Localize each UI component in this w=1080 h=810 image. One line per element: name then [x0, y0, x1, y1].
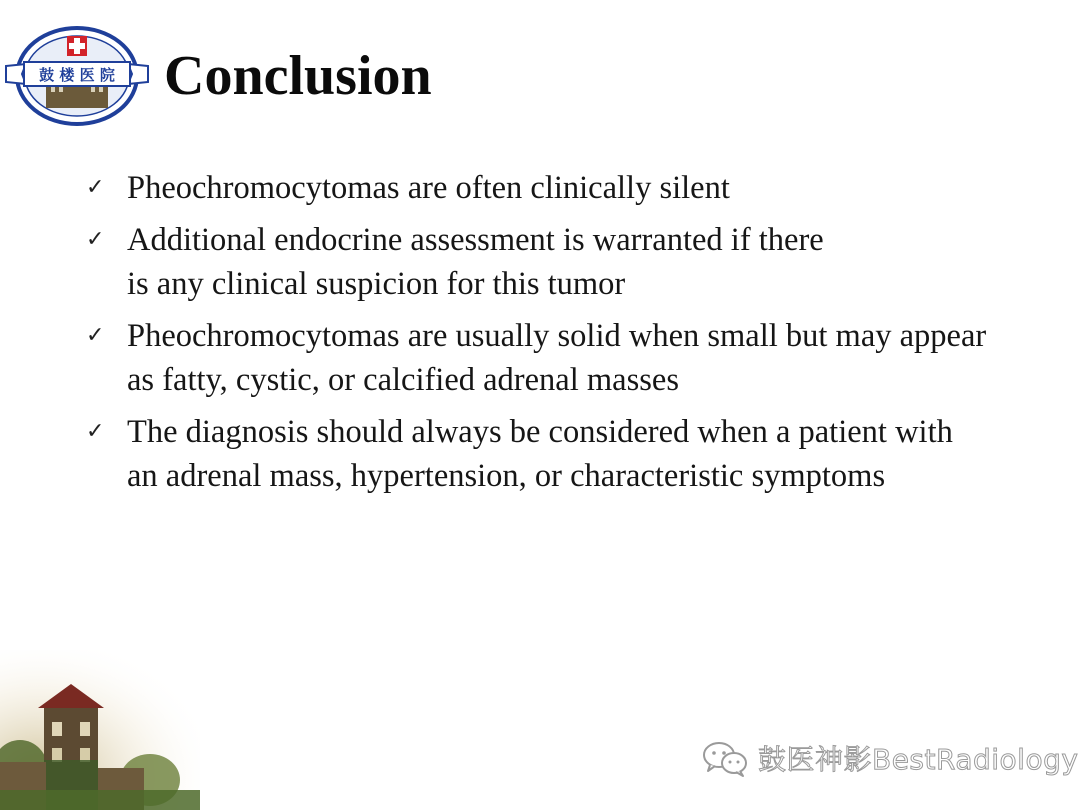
wechat-icon: [700, 738, 750, 778]
watermark-text: 鼓医神影BestRadiology: [758, 743, 1079, 776]
watermark: [700, 738, 1078, 778]
check-icon: ✓: [86, 227, 105, 252]
check-icon: ✓: [86, 175, 105, 200]
hospital-logo-icon: [4, 24, 150, 128]
hospital-logo: [4, 24, 150, 128]
building-icon: [0, 650, 200, 810]
bullet-list: [86, 166, 1016, 506]
hospital-building-image: [0, 650, 200, 810]
bullet-text: Pheochromocytomas are usually solid when small but may appear as fatty, cystic, or calcified adrenal masses: [127, 318, 987, 398]
bullet-text: Pheochromocytomas are often clinically silent: [127, 170, 730, 206]
list-item: [86, 410, 1016, 498]
bullet-text: The diagnosis should always be considered when a patient with an adrenal mass, hypertension, or characteristic symptoms: [127, 414, 953, 494]
list-item: [86, 166, 1016, 210]
check-icon: ✓: [86, 323, 105, 348]
list-item: [86, 314, 1016, 402]
slide-title: Conclusion: [164, 45, 432, 107]
bullet-text: Additional endocrine assessment is warranted if there is any clinical suspicion for this tumor: [127, 222, 824, 302]
list-item: [86, 218, 1016, 306]
check-icon: ✓: [86, 419, 105, 444]
logo-text: 鼓 楼 医 院: [39, 66, 115, 84]
